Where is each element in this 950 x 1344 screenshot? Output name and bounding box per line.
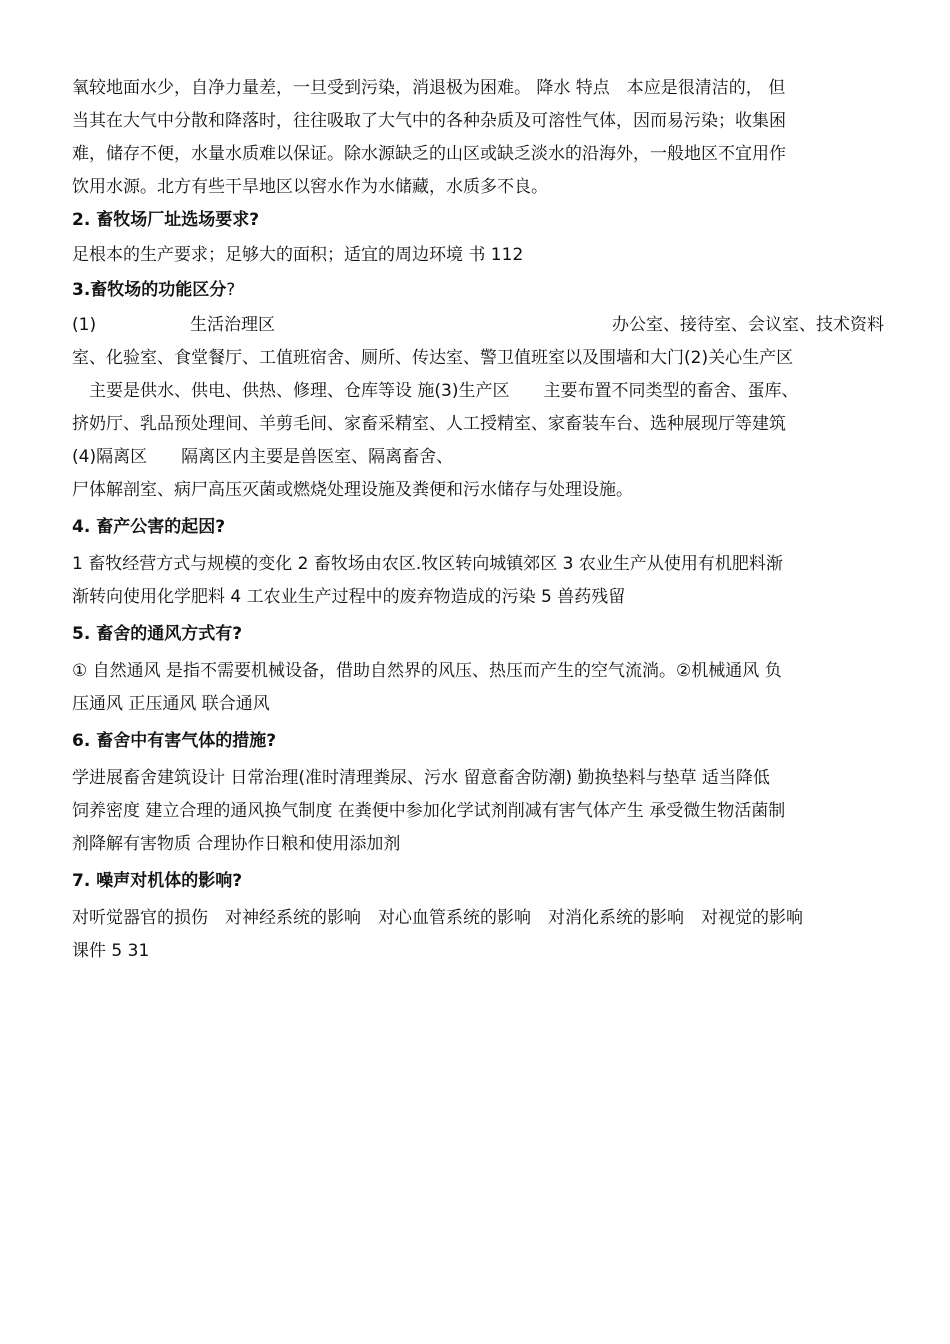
zone-1-row <box>72 309 884 342</box>
text-line: 学进展畜舍建筑设计 日常治理(准时清理粪尿、污水 留意畜舍防潮) 勤换垫料与垫草 适当降低 <box>72 768 770 788</box>
document-page <box>72 72 884 968</box>
question-3-mark: ? <box>226 280 236 300</box>
text-line: 氧较地面水少，自净力量差，一旦受到污染，消退极为困难。 降水 特点 本应是很清洁的， 但 <box>72 78 786 98</box>
text-line: 室、化验室、食堂餐厅、工值班宿舍、厕所、传达室、警卫值班室以及围墙和大门(2)关心生产区 <box>72 348 794 368</box>
text-line: 饮用水源。北方有些干旱地区以窖水作为水储藏，水质多不良。 <box>72 177 548 197</box>
question-3-title: 3.畜牧场的功能区分 <box>72 280 227 300</box>
question-3-heading <box>72 274 884 307</box>
question-6-heading: 6. 畜舍中有害气体的措施? <box>72 731 277 751</box>
text-line: 饲养密度 建立合理的通风换气制度 在粪便中参加化学试剂削减有害气体产生 承受微生物活菌制 <box>72 801 786 821</box>
text-line: 挤奶厅、乳品预处理间、羊剪毛间、家畜采精室、人工授精室、家畜装车台、选种展现厅等建筑 <box>72 414 786 434</box>
question-7-heading: 7. 噪声对机体的影响? <box>72 871 243 891</box>
text-line: 主要是供水、供电、供热、修理、仓库等设 施(3)生产区 主要布置不同类型的畜舍、蛋库、 <box>72 381 799 401</box>
text-line: 1 畜牧经营方式与规模的变化 2 畜牧场由农区.牧区转向城镇郊区 3 农业生产从使用有机肥料渐 <box>72 554 783 574</box>
text-line: 压通风 正压通风 联合通风 <box>72 694 270 714</box>
text-line: 渐转向使用化学肥料 4 工农业生产过程中的废弃物造成的污染 5 兽药残留 <box>72 587 626 607</box>
question-4-heading: 4. 畜产公害的起因? <box>72 517 226 537</box>
zone-1-desc: 办公室、接待室、会议室、技术资料 <box>612 315 884 335</box>
text-line: (4)隔离区 隔离区内主要是兽医室、隔离畜舍、 <box>72 447 454 467</box>
text-line: 课件 5 31 <box>72 941 150 961</box>
text-line: 难，储存不便，水量水质难以保证。除水源缺乏的山区或缺乏淡水的沿海外，一般地区不宜用作 <box>72 144 786 164</box>
question-2-answer: 足根本的生产要求；足够大的面积；适宜的周边环境 书 112 <box>72 245 524 265</box>
text-line: 当其在大气中分散和降落时，往往吸取了大气中的各种杂质及可溶性气体，因而易污染；收集困 <box>72 111 786 131</box>
text-line: ① 自然通风 是指不需要机械设备，借助自然界的风压、热压而产生的空气流淌。②机械通风 负 <box>72 661 782 681</box>
question-5-heading: 5. 畜舍的通风方式有? <box>72 624 243 644</box>
text-line: 对听觉器官的损伤 对神经系统的影响 对心血管系统的影响 对消化系统的影响 对视觉的影响 <box>72 908 803 928</box>
text-line: 剂降解有害物质 合理协作日粮和使用添加剂 <box>72 834 401 854</box>
question-2-heading: 2. 畜牧场厂址选场要求? <box>72 210 260 230</box>
intro-paragraph <box>72 72 884 204</box>
text-line: 尸体解剖室、病尸高压灭菌或燃烧处理设施及粪便和污水储存与处理设施。 <box>72 480 633 500</box>
zone-1-name: 生活治理区 <box>190 315 275 335</box>
zone-1-number: (1) <box>72 315 97 335</box>
